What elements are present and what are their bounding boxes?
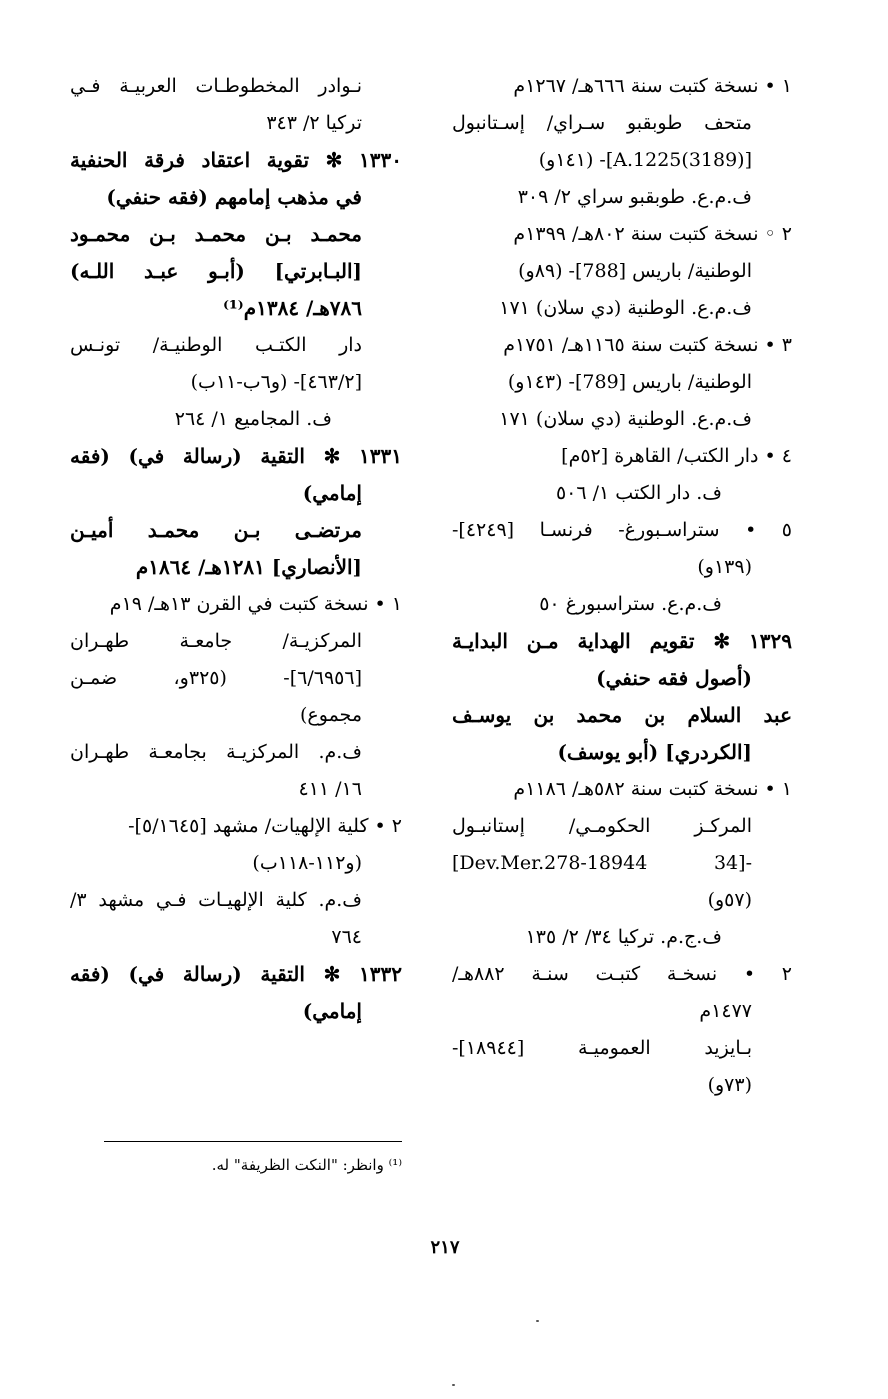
right-column-line: بـايزيد العموميـة [١٨٩٤٤]- — [452, 1037, 752, 1059]
right-column-line: ٢ ◦ نسخة كتبت سنة ٨٠٢هـ/ ١٣٩٩م — [513, 223, 792, 245]
footnote: ⁽¹⁾ وانظر: "النكت الظريفة" له. — [211, 1156, 402, 1174]
right-column-line: ٢ • نسخـة كتبـت سنـة ٨٨٢هـ/ — [452, 963, 792, 985]
right-column-line: (١٣٩و) — [697, 556, 752, 578]
right-column-line: ١٣٢٩ ✻ تقويم الهداية مـن البدايـة — [452, 629, 792, 653]
right-column — [452, 68, 792, 1104]
left-column-line: محمـد بـن محمـد بـن محمـود — [70, 222, 362, 246]
scan-speck — [536, 1320, 539, 1322]
left-column-line: مرتضـى بـن محمـد أميـن — [70, 518, 362, 542]
right-column-line: ف.م.ع. الوطنية (دي سلان) ١٧١ — [499, 408, 752, 430]
right-column-line: ٥ • ستراسـبورغ- فرنسـا [٤٢٤٩]- — [452, 519, 792, 541]
left-column-line: المركزيـة/ جامعـة طهـران — [70, 630, 362, 652]
left-column-line: ف.م. المركزيـة بجامعـة طهـران — [70, 741, 362, 763]
right-column-line: [(3189)A.1225]- (١٤١و) — [538, 149, 752, 171]
right-column-line: ١ • نسخة كتبت سنة ٦٦٦هـ/ ١٢٦٧م — [513, 75, 792, 97]
scan-speck — [452, 1384, 455, 1386]
left-column-line: ١٣٣٠ ✻ تقوية اعتقاد فرقة الحنفية — [70, 148, 402, 172]
left-column-line: ١٦/ ٤١١ — [298, 778, 362, 800]
left-column — [70, 68, 402, 1030]
right-column-line: (٥٧و) — [707, 889, 752, 911]
footnote-divider — [104, 1141, 402, 1142]
right-column-line: ١ • نسخة كتبت سنة ٥٨٢هـ/ ١١٨٦م — [513, 778, 792, 800]
left-column-line: ٧٨٦هـ/ ١٣٨٤م⁽¹⁾ — [223, 296, 362, 320]
right-column-line: المركـز الحكومـي/ إستانبـول — [452, 815, 752, 837]
left-column-line: في مذهب إمامهم (فقه حنفي) — [106, 185, 362, 209]
right-column-line: متحف طوبقبو سـراي/ إسـتانبول — [452, 112, 752, 134]
right-column-line: ف.م.ع. ستراسبورغ ٥٠ — [539, 593, 722, 615]
left-column-line: ف.م. كلية الإلهيـات فـي مشهد ٣/ — [70, 889, 362, 911]
right-column-line: (أصول فقه حنفي) — [596, 666, 752, 690]
right-column-line: الوطنية/ باريس [789]- (١٤٣و) — [507, 371, 752, 393]
left-column-line: ٢ • كلية الإلهيات/ مشهد [٥/١٦٤٥]- — [128, 815, 402, 837]
left-column-line: مجموع) — [300, 704, 362, 726]
left-column-line: ف. المجاميع ١/ ٢٦٤ — [174, 408, 332, 430]
right-column-line: -[34 Dev.Mer.278-18944] — [452, 852, 752, 874]
right-column-line: ف. دار الكتب ١/ ٥٠٦ — [555, 482, 722, 504]
right-column-line: [الكردري] (أبو يوسف) — [557, 740, 752, 764]
left-column-line: [الأنصاري] ١٢٨١هـ/ ١٨٦٤م — [135, 555, 362, 579]
left-column-line: [البـابرتي] (أبـو عبـد اللـه) — [70, 259, 362, 283]
left-column-line: ١٣٣٢ ✻ التقية (رسالة في) (فقه — [70, 962, 402, 986]
right-column-line: ف.م.ع. طوبقبو سراي ٢/ ٣٠٩ — [517, 186, 752, 208]
page-number: ٢١٧ — [430, 1237, 460, 1258]
left-column-line: نـوادر المخطوطـات العربيـة فـي — [70, 75, 362, 97]
left-column-line: (و١١٢-١١٨ب) — [252, 852, 362, 874]
right-column-line: الوطنية/ باريس [788]- (٨٩و) — [518, 260, 752, 282]
left-column-line: إمامي) — [302, 999, 362, 1023]
right-column-line: عبد السلام بن محمد بن يوسـف — [452, 703, 792, 727]
left-column-line: [٤٦٣/٢]- (و٦ب-١١ب) — [190, 371, 362, 393]
right-column-line: ١٤٧٧م — [699, 1000, 752, 1022]
left-column-line: ١٣٣١ ✻ التقية (رسالة في) (فقه — [70, 444, 402, 468]
right-column-line: ف.م.ع. الوطنية (دي سلان) ١٧١ — [499, 297, 752, 319]
right-column-line: ف.ج.م. تركيا ٣٤/ ٢/ ١٣٥ — [525, 926, 722, 948]
right-column-line: ٣ • نسخة كتبت سنة ١١٦٥هـ/ ١٧٥١م — [503, 334, 792, 356]
left-column-line: دار الكتـب الوطنيـة/ تونـس — [70, 334, 362, 356]
left-column-line: [٦/٦٩٥٦]- (٣٢٥و، ضمـن — [70, 667, 362, 689]
left-column-line: تركيا ٢/ ٣٤٣ — [266, 112, 362, 134]
right-column-line: (٧٣و) — [707, 1074, 752, 1096]
right-column-line: ٤ • دار الكتب/ القاهرة [٥٢م] — [561, 445, 792, 467]
left-column-line: إمامي) — [302, 481, 362, 505]
left-column-line: ١ • نسخة كتبت في القرن ١٣هـ/ ١٩م — [109, 593, 402, 615]
left-column-line: ٧٦٤ — [331, 926, 362, 948]
